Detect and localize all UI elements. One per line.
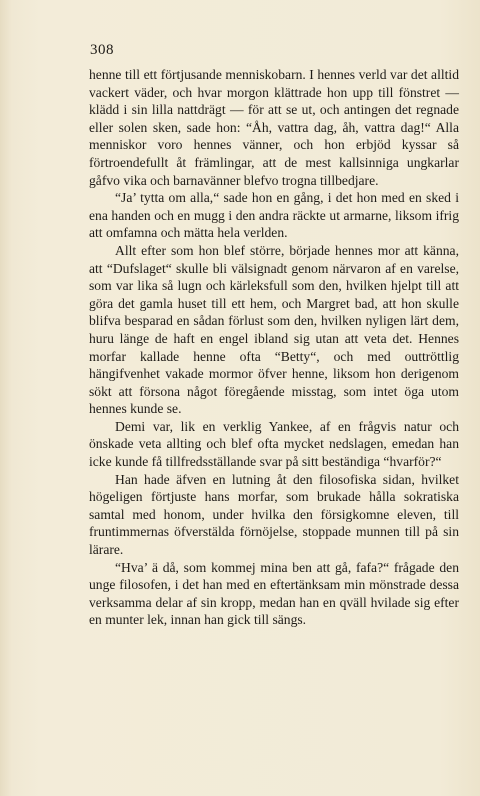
paragraph: Allt efter som hon blef större, började hennes mor att känna, att “Dufslaget“ skulle bli välsignadt genom närvaron af en varelse, som var lika så lugn och kärleksfull som den, hvilken hjelpt till att göra det gamla huset till ett hem, och Margret bad, att hon skulle blifva besparad en sådan förlust som den, hvilken nyligen lärt dem, huru länge de haft en engel ibland sig utan att veta det. Hennes morfar kallade henne ofta “Betty“, och med outtröttlig hängifvenhet vakade mormor öfver henne, liksom hon derigenom sökt att försona något föregående misstag, som intet öga utom hennes kunde se.: [89, 242, 459, 417]
paragraph: Demi var, lik en verklig Yankee, af en frågvis natur och önskade veta allting och blef ofta mycket nedslagen, emedan han icke kunde få tillfredsställande svar på sitt beständiga “hvarför?“: [89, 418, 459, 470]
paragraph: henne till ett förtjusande menniskobarn. I hennes verld var det alltid vackert väder, och hvar morgon klättrade hon upp till fönstret — klädd i sin lilla nattdrägt — för att se ut, och antingen det regnade eller solen sken, sade hon: “Åh, vattra dag, åh, vattra dag!“ Alla menniskor voro hennes vänner, och hon erbjöd kyssar så förtroendefullt åt främlingar, att de mest kallsinniga ungkarlar gåfvo vika och barnavänner blefvo trogna tillbedjare.: [89, 67, 459, 188]
paragraph: “Ja’ tytta om alla,“ sade hon en gång, i det hon med en sked i ena handen och en mugg i den andra räckte ut armarne, liksom ifrig att omfamna och mätta hela verlden.: [89, 190, 459, 241]
paragraph: “Hva’ ä då, som kommej mina ben att gå, fafa?“ frågade den unge filosofen, i det han med en eftertänksam min mönstrade dessa verksamma delar af sin kropp, medan han en qväll hvilade sig efter en munter lek, innan han gick till sängs.: [89, 559, 459, 628]
page-number: 308: [90, 42, 114, 58]
paragraph: Han hade äfven en lutning åt den filosofiska sidan, hvilket högeligen förtjuste hans morfar, som brukade hålla sokratiska samtal med honom, under hvilka den försigkomne eleven, till fruntimmernas öfverstälda förnöjelse, stoppade munnen till på sin lärare.: [89, 471, 459, 558]
body-text: [89, 66, 459, 629]
